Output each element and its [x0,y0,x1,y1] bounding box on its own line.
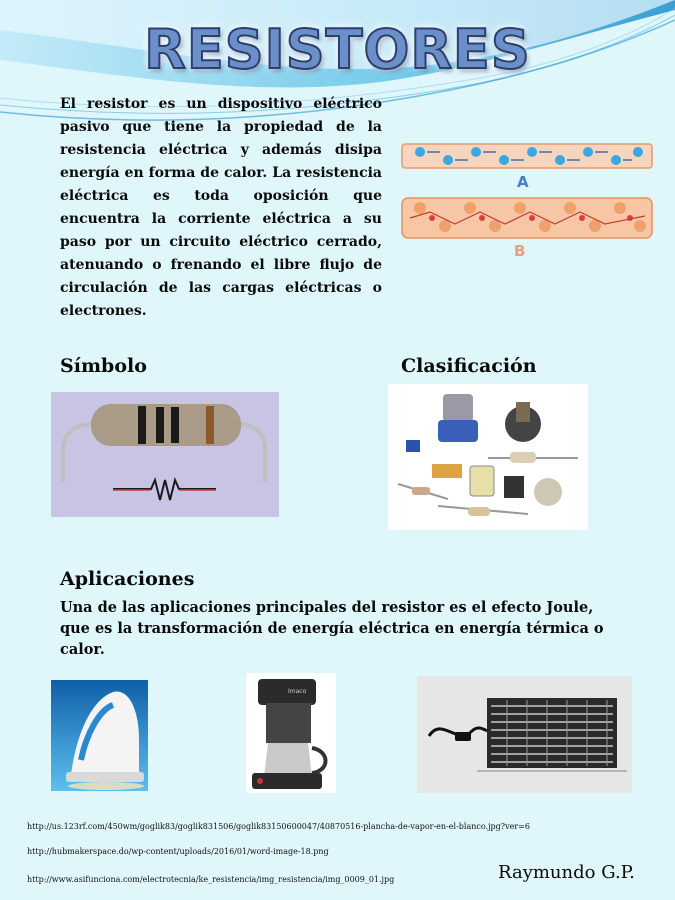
source-link-3[interactable]: http://www.asifunciona.com/electrotecnia/ke_resistencia/img_resistencia/img_0009_01.jpg [27,875,395,884]
steam-iron-image [51,680,148,791]
page-title: RESISTORES [144,18,531,81]
diagram-label-a: A [517,173,529,191]
source-link-1[interactable]: http://us.123rf.com/450wm/goglik83/goglik831506/goglik83150600047/40870516-plancha-de-vapor-en-el-blanco.jpg?ver=6 [27,822,530,831]
electron-flow-diagram [400,138,658,260]
simbolo-heading: Símbolo [60,355,147,377]
intro-paragraph: El resistor es un dispositivo eléctrico pasivo que tiene la propiedad de la resistencia eléctrica y además disipa energía en forma de calor. La resistencia eléctrica es toda oposición que encuentra la corriente eléctrica a su paso por un circuito eléctrico cerrado, atenuando o frenando el libre flujo de circulación de las cargas eléctricas o electrones. [60,96,382,319]
coffee-brand-label: Imaco [288,688,307,695]
electric-grill-image [417,676,632,793]
coffee-maker-image [246,673,336,793]
author-name: Raymundo G.P. [498,862,635,883]
aplicaciones-paragraph: Una de las aplicaciones principales del resistor es el efecto Joule, que es la transformación de energía eléctrica en energía térmica o calor. [60,599,604,658]
diagram-label-b: B [514,242,526,260]
resistor-types-image [388,384,588,530]
clasificacion-heading: Clasificación [401,355,537,377]
source-link-2[interactable]: http://hubmakerspace.do/wp-content/uploads/2016/01/word-image-18.png [27,847,329,856]
aplicaciones-heading: Aplicaciones [60,568,195,590]
resistor-symbol-image [51,392,279,517]
